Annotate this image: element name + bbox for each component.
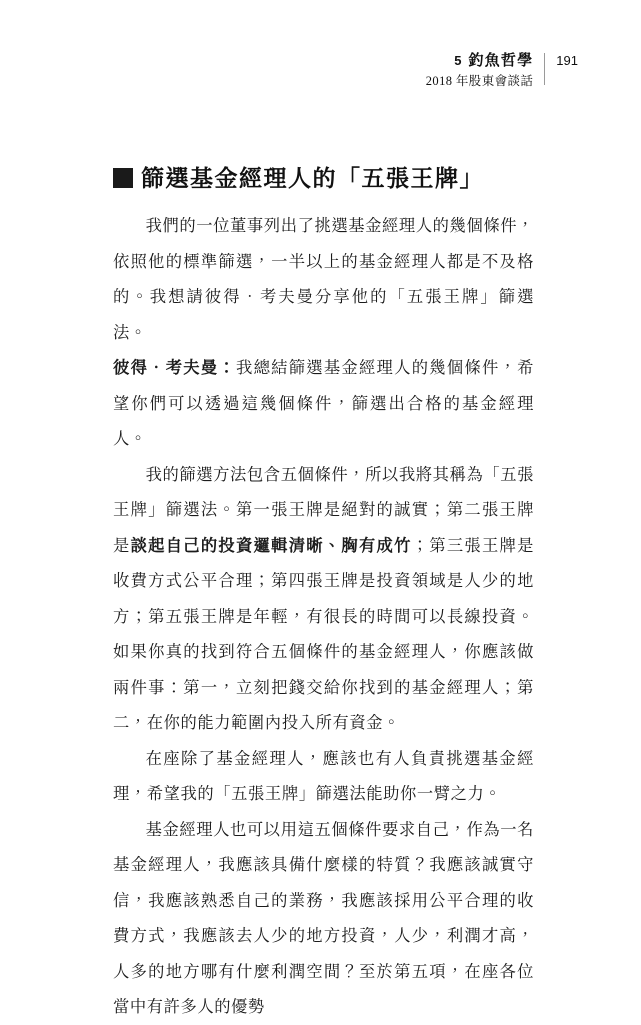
running-head — [426, 52, 578, 89]
text-run: 在座除了基金經理人，應該也有人負責挑選基金經理，希望我的「五張王牌」篩選法能助你一臂之力。 — [113, 748, 534, 803]
text-run: 基金經理人也可以用這五個條件要求自己，作為一名基金經理人，我應該具備什麼樣的特質？我應該誠實守信，我應該熟悉自己的業務，我應該採用公平合理的收費方式，我應該去人少的地方投資，人少，利潤才高，人多的地方哪有什麼利潤空間？至於第五項，在座各位當中有許多人的優勢 — [113, 819, 534, 1016]
emphasis-text: 談起自己的投資邏輯清晰、胸有成竹 — [130, 535, 412, 555]
text-run: ；第三張王牌是收費方式公平合理；第四張王牌是投資領域是人少的地方；第五張王牌是年輕，有很長的時間可以長線投資。如果你真的找到符合五個條件的基金經理人，你應該做兩件事：第一，立刻把錢交給你找到的基金經理人；第二，在你的能力範圍內投入所有資金。 — [113, 535, 535, 732]
emphasis-text: 彼得‧考夫曼： — [113, 358, 236, 377]
paragraph — [113, 741, 534, 812]
section-heading — [113, 160, 484, 193]
chapter-title: 釣魚哲學 — [468, 53, 534, 69]
page-number: 191 — [556, 53, 578, 68]
section-heading-label: 篩選基金經理人的「五張王牌」 — [141, 166, 484, 191]
text-run: 我的篩選方法包含五個條件，所以我將其稱為「五張王牌」篩選法。第一張王牌是絕對的誠實；第二張王牌是 — [113, 464, 534, 555]
square-bullet-icon — [113, 168, 133, 188]
chapter-subtitle: 2018 年股東會談話 — [425, 73, 534, 88]
paragraph — [113, 208, 534, 350]
text-run: 我們的一位董事列出了挑選基金經理人的幾個條件，依照他的標準篩選，一半以上的基金經理人都是不及格的。我想請彼得‧考夫曼分享他的「五張王牌」篩選法。 — [113, 216, 534, 342]
chapter-number: 5 — [454, 53, 462, 68]
body-text — [113, 208, 534, 1025]
paragraph — [113, 350, 534, 457]
paragraph — [113, 812, 534, 1025]
running-head-line-1 — [454, 52, 533, 71]
running-head-text — [426, 52, 545, 89]
paragraph — [113, 457, 534, 741]
text-run: 我總結篩選基金經理人的幾個條件，希望你們可以透過這幾個條件，篩選出合格的基金經理人。 — [113, 358, 535, 448]
